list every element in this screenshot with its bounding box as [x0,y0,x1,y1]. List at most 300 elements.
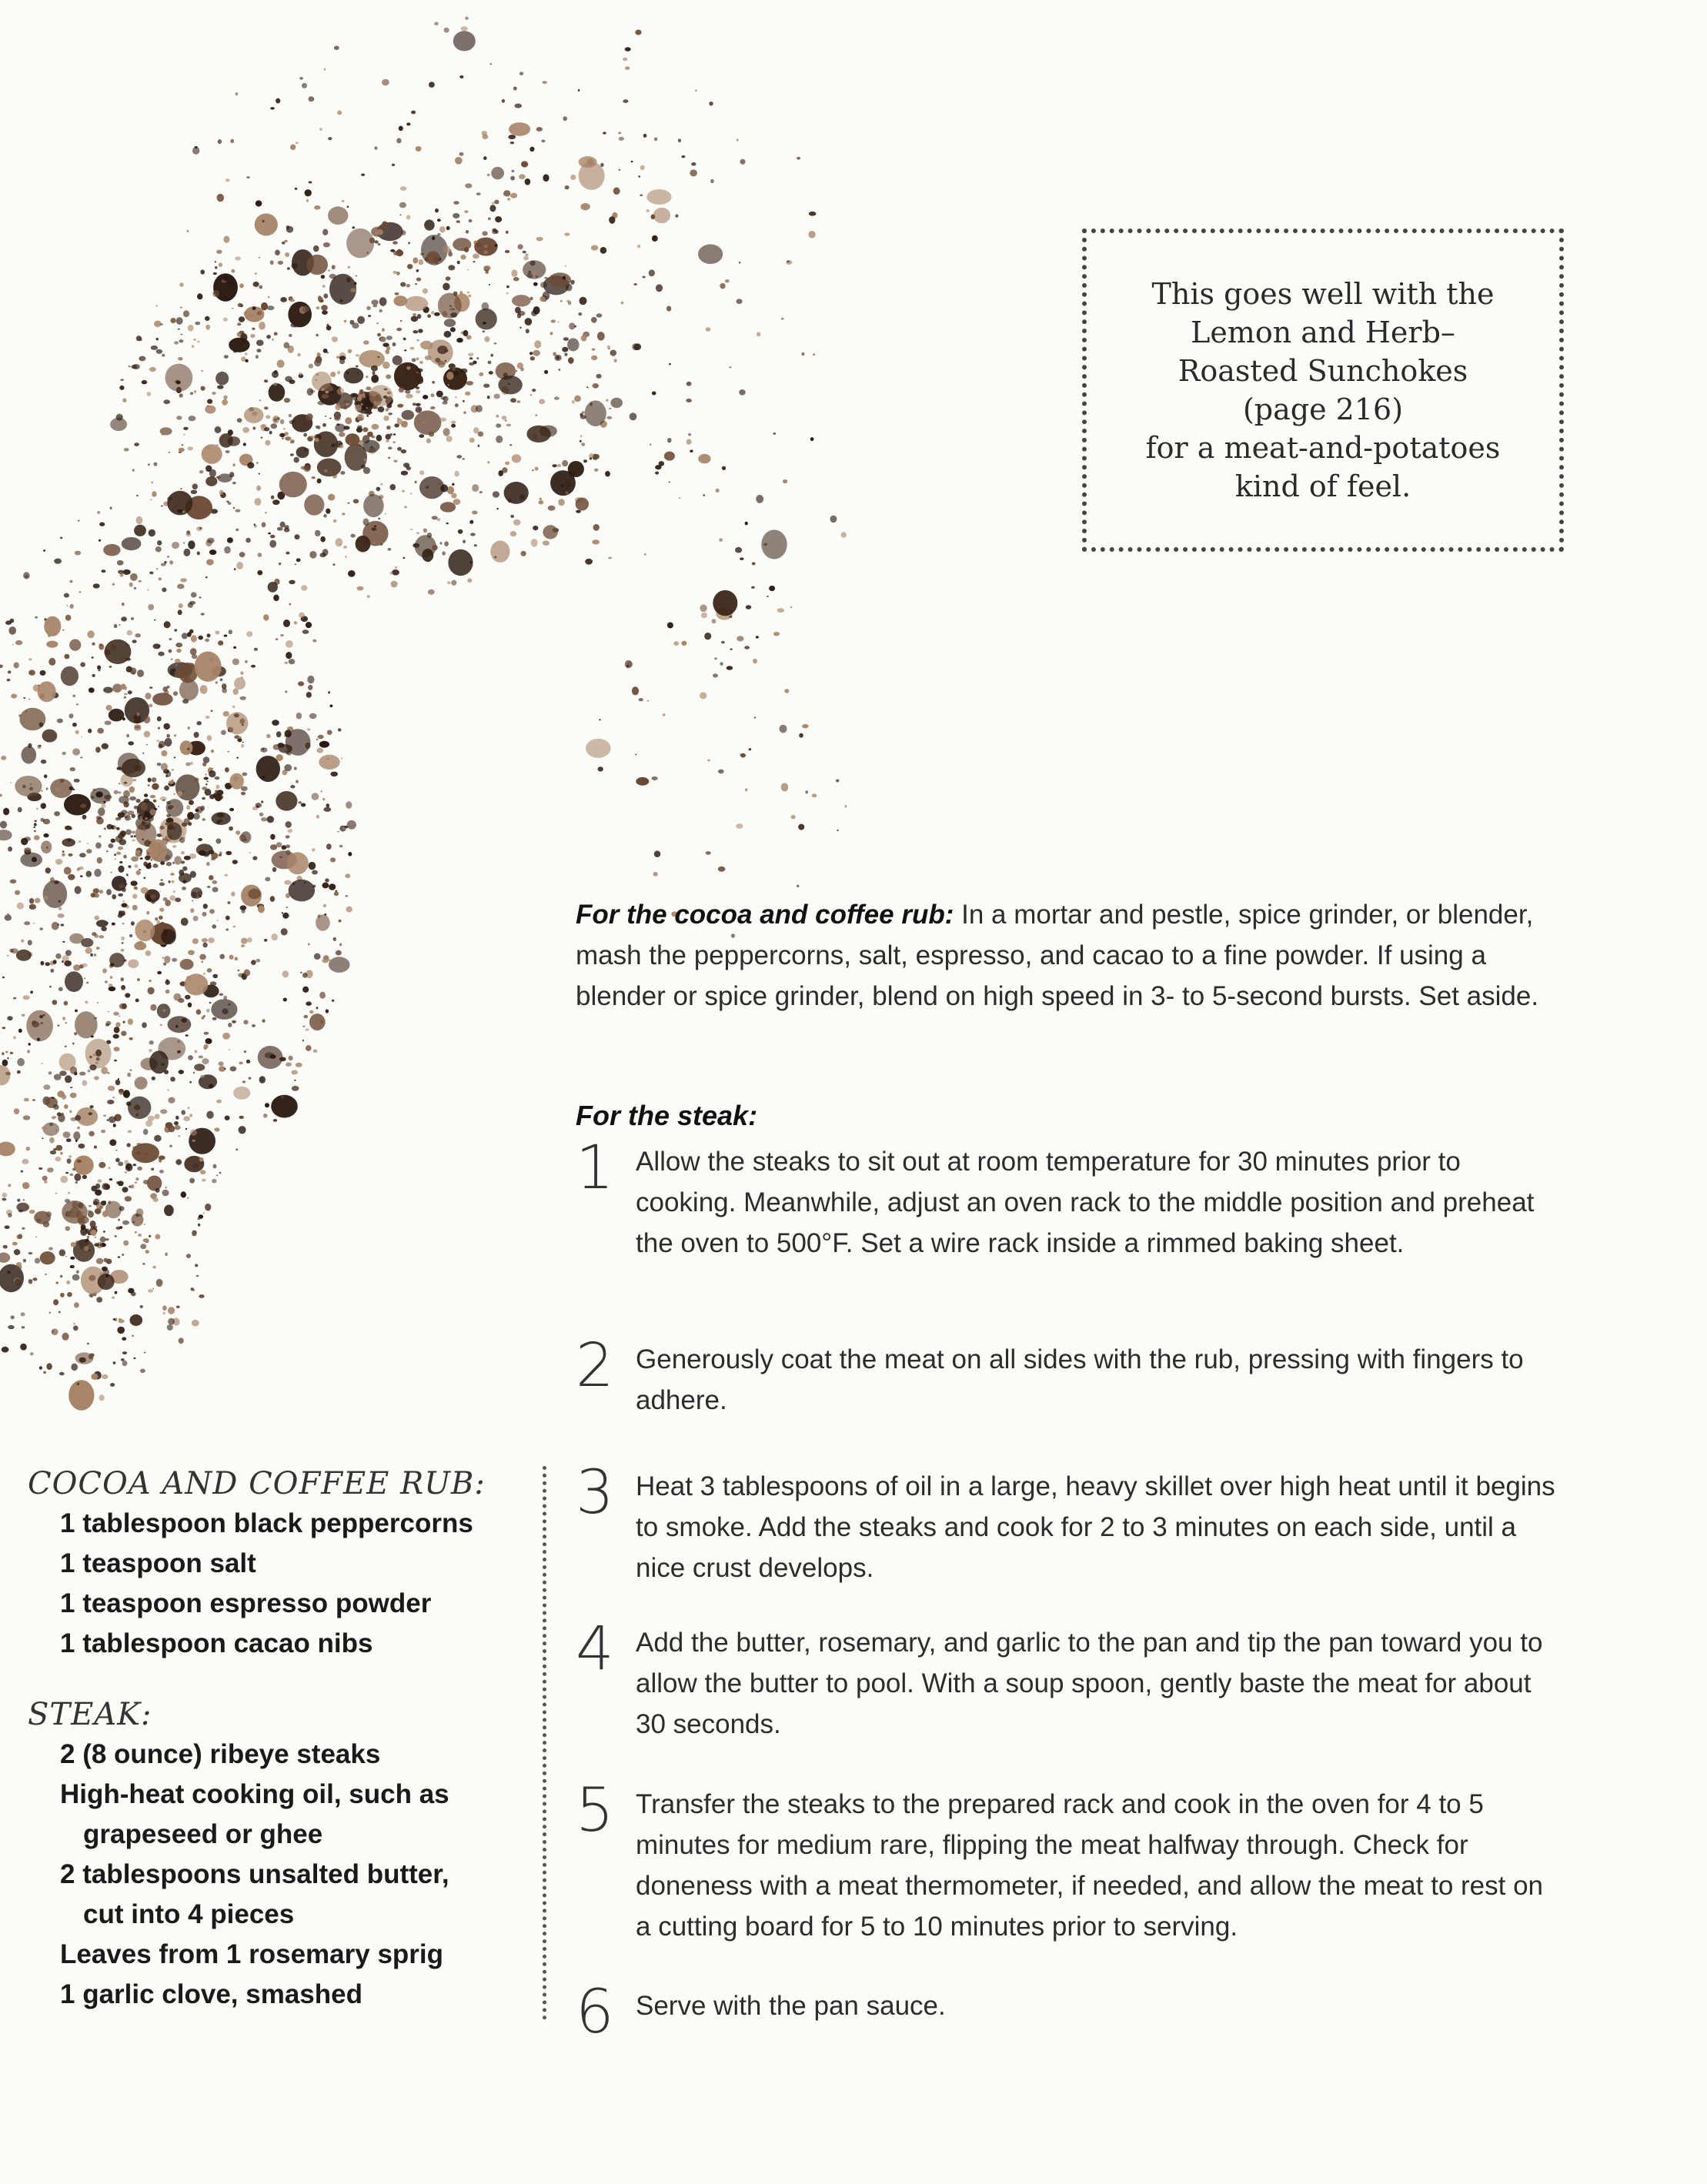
spice-grain [22,1227,25,1230]
spice-grain [114,1047,120,1051]
ingredient-item: 1 teaspoon salt [60,1548,256,1578]
spice-grain [344,406,347,409]
spice-grain [207,538,215,543]
spice-grain [225,851,232,856]
spice-grain [289,580,295,585]
spice-grain [754,716,757,718]
spice-grain [199,1294,204,1298]
spice-grain [224,874,228,877]
spice-grain [64,593,69,598]
spice-grain [223,235,229,242]
spice-grain [97,666,101,670]
spice-grain [209,794,215,799]
spice-grain [240,333,247,342]
spice-grain [87,1220,89,1222]
spice-grain [667,438,671,442]
spice-grain [113,1034,119,1039]
spice-grain [294,1080,296,1081]
spice-grain [70,604,74,609]
spice-grain [316,334,318,336]
spice-grain [209,770,215,777]
spice-grain [68,1380,94,1411]
spice-grain [357,396,362,402]
spice-grain [508,135,516,139]
spice-grain [463,411,466,414]
spice-grain [273,595,279,602]
spice-grain [23,697,25,699]
spice-grain [590,457,593,459]
spice-grain [122,603,125,606]
spice-grain [356,354,359,357]
spice-grain [276,791,297,811]
spice-grain [226,501,229,503]
spice-grain [106,850,108,852]
spice-grain [316,426,319,429]
spice-grain [136,799,141,803]
spice-grain [196,1009,202,1014]
spice-grain [444,331,452,338]
spice-grain [122,1351,127,1354]
spice-grain [429,432,434,437]
spice-grain [236,562,243,569]
spice-grain [149,686,152,689]
spice-grain [173,793,175,795]
ingredient-item: 2 (8 ounce) ribeye steaks [60,1739,381,1769]
spice-grain [286,729,311,756]
spice-grain [87,843,89,844]
spice-grain [46,1363,52,1370]
spice-grain [450,327,456,332]
spice-grain [129,818,132,820]
spice-grain [192,900,193,902]
spice-grain [35,1258,40,1264]
spice-grain [228,1004,230,1006]
spice-grain [75,1140,78,1142]
spice-grain [144,1352,145,1354]
spice-grain [247,463,254,469]
spice-grain [310,436,314,438]
spice-grain [225,767,229,773]
spice-grain [89,1056,92,1058]
spice-grain [363,467,370,474]
spice-grain [366,407,367,409]
spice-grain [322,285,326,288]
spice-grain [108,1086,115,1091]
spice-grain [216,250,222,254]
spice-grain [533,526,538,530]
spice-grain [478,432,483,437]
spice-grain [411,111,416,115]
spice-grain [301,585,307,590]
spice-grain [149,1040,154,1044]
spice-grain [531,539,538,547]
spice-grain [245,352,248,356]
spice-grain [152,777,157,782]
spice-grain [539,399,545,404]
spice-grain [410,493,413,494]
spice-grain [269,431,272,435]
spice-grain [109,1117,116,1124]
spice-grain [209,875,213,880]
spice-grain [286,844,290,848]
spice-grain [267,816,274,823]
spice-grain [262,748,265,750]
spice-grain [316,739,319,740]
spice-grain [62,629,65,631]
spice-grain [69,786,74,790]
steak-method-heading: For the steak: [576,1100,758,1131]
spice-grain [562,276,566,280]
spice-grain [643,134,647,138]
spice-grain [313,245,319,252]
spice-grain [363,458,367,462]
spice-grain [346,801,352,809]
spice-grain [580,436,582,437]
spice-grain [546,296,549,299]
spice-grain [502,99,505,103]
spice-grain [132,905,138,910]
spice-grain [118,866,124,873]
spice-grain [23,1115,30,1120]
spice-grain [326,324,329,327]
spice-grain [354,282,357,285]
spice-grain [57,913,64,918]
spice-grain [572,400,575,404]
ingredient-item: 1 garlic clove, smashed [60,1979,362,2009]
spice-grain [256,486,261,491]
spice-grain [12,644,14,646]
spice-grain [108,1201,111,1204]
spice-grain [719,538,723,542]
spice-grain [256,756,280,782]
spice-grain [259,473,260,475]
spice-grain [283,619,290,627]
spice-grain [490,63,493,65]
spice-grain [156,349,163,354]
spice-grain [808,231,815,239]
spice-grain [137,1167,142,1170]
spice-grain [487,461,489,463]
spice-grain [459,152,464,156]
spice-grain [112,683,122,693]
spice-grain [289,659,296,664]
spice-grain [246,1060,250,1064]
spice-grain [176,1306,180,1309]
spice-grain [329,957,350,973]
spice-grain [223,318,228,322]
spice-grain [172,808,174,811]
step-number: 1 [576,1134,614,1203]
spice-grain [181,1018,187,1023]
spice-grain [119,386,124,390]
spice-grain [326,509,330,514]
spice-grain [24,847,31,853]
spice-grain [460,369,467,374]
spice-grain [277,417,280,420]
spice-grain [272,339,274,340]
spice-grain [257,570,262,576]
spice-grain [141,887,149,894]
spice-grain [576,510,581,513]
spice-grain [91,1186,97,1192]
spice-grain [400,186,407,191]
spice-grain [445,360,446,362]
spice-grain [18,1029,22,1033]
spice-grain [565,265,566,266]
spice-grain [62,1333,68,1341]
spice-grain [14,663,19,669]
spice-grain [109,1178,112,1180]
spice-grain [250,334,255,338]
spice-grain [148,604,154,610]
spice-grain [28,699,31,700]
spice-grain [270,844,277,850]
spice-grain [71,1364,78,1371]
spice-grain [69,640,81,651]
spice-grain [362,440,379,452]
spice-grain [286,1062,292,1067]
spice-grain [170,873,175,876]
spice-grain [663,713,666,716]
spice-grain [153,1197,159,1202]
spice-grain [355,405,362,412]
spice-grain [88,1249,91,1251]
spice-grain [99,1162,105,1168]
spice-grain [152,491,156,496]
spice-grain [172,542,179,549]
spice-grain [295,188,297,190]
spice-grain [356,276,358,277]
spice-grain [201,386,205,391]
spice-grain [258,905,265,913]
spice-grain [125,816,128,818]
spice-grain [149,1235,151,1237]
spice-grain [134,806,139,810]
spice-grain [95,746,101,753]
spice-grain [233,1087,250,1100]
spice-grain [149,980,152,982]
spice-grain [184,549,191,556]
spice-grain [135,1221,140,1226]
spice-grain [574,396,581,402]
spice-grain [585,400,606,426]
spice-grain [8,1184,11,1187]
spice-grain [87,630,94,638]
spice-grain [60,537,62,539]
spice-grain [523,260,546,279]
spice-grain [339,943,342,947]
spice-grain [268,533,271,535]
spice-grain [125,1164,133,1172]
spice-grain [122,1254,124,1256]
spice-grain [64,654,69,660]
spice-grain [447,384,449,386]
spice-grain [59,1070,66,1076]
spice-grain [238,970,240,971]
spice-grain [357,586,364,591]
spice-grain [28,940,32,945]
spice-grain [5,1225,10,1229]
spice-grain [656,284,663,292]
spice-grain [739,262,741,264]
spice-grain [77,1160,82,1163]
spice-grain [432,545,438,550]
spice-grain [559,369,561,371]
spice-grain [285,662,288,664]
spice-grain [178,1135,180,1137]
spice-grain [466,230,469,234]
spice-grain [347,820,356,830]
spice-grain [324,469,327,473]
spice-grain [247,937,252,943]
spice-grain [494,342,497,344]
spice-grain [423,289,428,294]
spice-grain [695,90,696,92]
spice-grain [284,398,290,402]
spice-grain [606,399,609,402]
spice-grain [132,1221,135,1224]
spice-grain [390,484,396,490]
spice-grain [287,852,309,874]
spice-grain [114,624,118,628]
spice-grain [348,852,352,857]
spice-grain [303,433,307,437]
spice-grain [780,725,787,733]
spice-grain [182,511,185,513]
spice-grain [176,649,182,653]
spice-grain [137,670,144,677]
spice-grain [560,300,563,302]
spice-grain [653,208,670,223]
spice-grain [211,710,213,712]
spice-grain [113,1361,116,1364]
spice-grain [131,880,138,886]
spice-grain [386,408,389,410]
spice-grain [103,1114,106,1117]
spice-grain [158,806,159,807]
spice-grain [510,515,514,518]
spice-grain [188,822,192,826]
spice-grain [85,799,87,800]
spice-grain [217,194,224,202]
spice-grain [90,953,93,957]
spice-grain [152,1266,156,1269]
spice-grain [203,756,210,763]
spice-grain [150,499,152,500]
spice-grain [451,493,456,499]
spice-grain [169,821,175,825]
spice-grain [32,1099,35,1100]
spice-grain [205,406,215,414]
spice-grain [12,1242,18,1246]
spice-grain [409,347,414,350]
spice-grain [131,921,135,926]
spice-grain [339,299,342,302]
spice-grain [306,1001,312,1006]
spice-grain [246,538,251,543]
spice-grain [140,816,143,819]
spice-grain [337,388,344,395]
spice-grain [367,432,373,437]
spice-grain [476,405,483,412]
spice-grain [289,299,295,302]
spice-grain [322,229,328,235]
spice-grain [512,454,521,463]
spice-grain [640,195,643,196]
spice-grain [62,752,66,755]
spice-grain [14,1108,19,1114]
spice-grain [65,1172,68,1174]
spice-grain [312,793,319,800]
spice-grain [580,413,583,416]
spice-grain [112,894,116,900]
spice-grain [256,340,264,346]
spice-grain [393,241,398,244]
spice-grain [543,540,550,546]
spice-grain [96,1258,104,1264]
spice-grain [110,507,112,509]
spice-grain [187,1197,189,1199]
spice-grain [237,418,242,422]
spice-grain [701,613,707,619]
spice-grain [416,371,419,374]
step-text: Heat 3 tablespoons of oil in a large, heavy skillet over high heat until it begins to smoke. Add the steaks and cook for 2 to 3 minutes on each side, until a nice crust develops. [636,1471,1555,1583]
spice-grain [180,959,194,970]
spice-grain [87,1343,89,1345]
spice-grain [314,205,320,210]
spice-grain [718,770,724,774]
spice-grain [468,295,471,298]
spice-grain [259,286,262,289]
spice-grain [179,339,184,342]
spice-grain [65,971,83,992]
spice-grain [216,1174,219,1176]
spice-grain [299,77,303,80]
spice-grain [95,916,99,920]
spice-grain [122,923,125,924]
spice-grain [132,840,135,842]
spice-grain [244,970,251,977]
spice-grain [352,226,356,229]
spice-grain [240,696,246,700]
spice-grain [180,578,187,582]
spice-grain [201,1017,204,1020]
spice-grain [365,402,371,407]
spice-grain [122,910,125,913]
spice-grain [181,851,185,854]
spice-grain [579,162,605,189]
spice-grain [461,26,468,31]
spice-grain [155,1188,160,1193]
spice-grain [200,685,208,694]
spice-grain [109,843,114,848]
spice-grain [40,927,43,930]
spice-grain [448,265,455,270]
spice-grain [280,297,287,302]
spice-grain [15,890,20,895]
spice-grain [184,856,191,860]
spice-grain [42,730,58,743]
spice-grain [180,488,182,489]
spice-grain [737,636,743,641]
spice-grain [483,265,491,271]
spice-grain [302,1026,305,1027]
spice-grain [261,800,263,803]
spice-grain [162,686,168,691]
spice-grain [130,1314,143,1326]
spice-grain [152,1077,155,1080]
spice-grain [40,1251,55,1264]
